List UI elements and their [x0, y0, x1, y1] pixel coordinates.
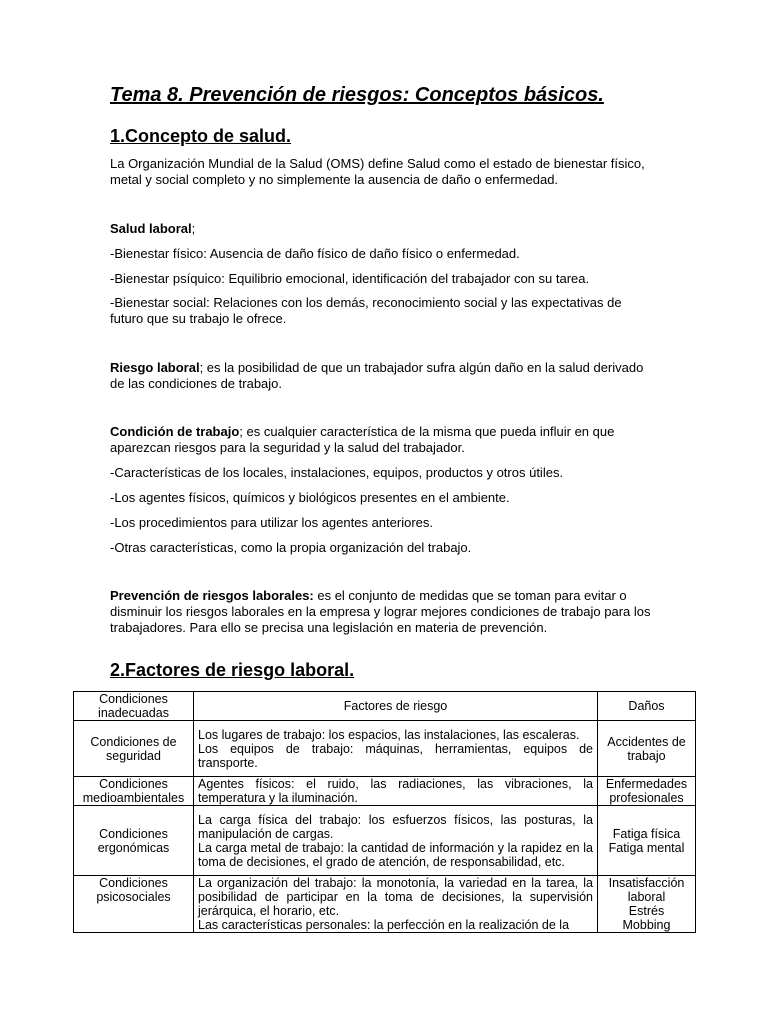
prevencion-rest: es el conjunto de medidas que se toman para evitar o disminuir los riesgos laborales en la empresa y lograr mejores condiciones de trabajo para los trabajadores. Para ello se precisa una legislación en materia de prevención. [110, 588, 651, 635]
table-row [74, 777, 696, 806]
danos-cell [598, 876, 696, 933]
dano-line: Enfermedades profesionales [605, 777, 688, 805]
salud-laboral-rest: ; [191, 221, 196, 236]
dano-line: Estrés [628, 904, 665, 918]
bullet-procedimientos: -Los procedimientos para utilizar los agentes anteriores. [110, 515, 434, 530]
factor-line: Las características personales: la perfección en la realización de la [198, 918, 570, 932]
riesgo-laboral-term: Riesgo laboral [110, 360, 200, 375]
condicion-cell: Condiciones de seguridad [74, 721, 194, 777]
oms-paragraph: La Organización Mundial de la Salud (OMS) define Salud como el estado de bienestar físico, metal y social completo y no simplemente la ausencia de daño o enfermedad. [110, 156, 645, 187]
factor-line: Los equipos de trabajo: máquinas, herramientas, equipos de transporte. [198, 741, 593, 770]
table-header-row [74, 692, 696, 721]
bullet-otras: -Otras características, como la propia organización del trabajo. [110, 540, 472, 555]
header-factores: Factores de riesgo [194, 692, 598, 721]
riesgo-laboral-paragraph [110, 360, 658, 392]
factor-line: La carga física del trabajo: los esfuerzos físicos, las posturas, la manipulación de cargas. [198, 812, 593, 841]
dano-line: Mobbing [622, 918, 671, 932]
bullet-agentes: -Los agentes físicos, químicos y biológicos presentes en el ambiente. [110, 490, 510, 505]
header-condiciones: Condiciones inadecuadas [74, 692, 194, 721]
risk-factors-table [73, 691, 696, 933]
condicion-trabajo-rest: ; es cualquier característica de la misma que pueda influir en que aparezcan riesgos para la seguridad y la salud del trabajador. [110, 424, 615, 455]
prevencion-term: Prevención de riesgos laborales: [110, 588, 314, 603]
factores-cell [194, 876, 598, 933]
danos-cell [598, 806, 696, 876]
dano-line: Fatiga física [612, 826, 681, 841]
condicion-cell: Condiciones ergonómicas [74, 806, 194, 876]
prevencion-paragraph [110, 588, 658, 636]
dano-line: Fatiga mental [608, 840, 685, 855]
condicion-trabajo-paragraph [110, 424, 658, 456]
page-title: Tema 8. Prevención de riesgos: Conceptos básicos. [110, 84, 604, 106]
factores-cell [194, 777, 598, 806]
factor-line: La carga metal de trabajo: la cantidad de información y la rapidez en la toma de decisiones, el grado de atención, de responsabilidad, etc. [198, 840, 593, 869]
bienestar-fisico-item: -Bienestar físico: Ausencia de daño físico de daño físico o enfermedad. [110, 246, 520, 261]
bienestar-social-item: -Bienestar social: Relaciones con los demás, reconocimiento social y las expectativas de futuro que su trabajo le ofrece. [110, 295, 622, 326]
header-danos: Daños [598, 692, 696, 721]
section-heading-factores-riesgo: 2.Factores de riesgo laboral. [110, 660, 355, 680]
condicion-trabajo-term: Condición de trabajo [110, 424, 240, 439]
section-heading-concepto-salud: 1.Concepto de salud. [110, 126, 292, 146]
bienestar-psiquico-item: -Bienestar psíquico: Equilibrio emocional, identificación del trabajador con su tarea. [110, 271, 590, 286]
table-row [74, 721, 696, 777]
table-row [74, 806, 696, 876]
salud-laboral-term: Salud laboral [110, 221, 192, 236]
factores-cell [194, 806, 598, 876]
riesgo-laboral-rest: ; es la posibilidad de que un trabajador sufra algún daño en la salud derivado de las condiciones de trabajo. [110, 360, 644, 391]
factor-line: La organización del trabajo: la monotonía, la variedad en la tarea, la posibilidad de participar en la toma de decisiones, la supervisión jerárquica, el horario, etc. [198, 876, 593, 918]
factor-line: Los lugares de trabajo: los espacios, las instalaciones, las escaleras. [198, 727, 580, 742]
dano-line: Accidentes de trabajo [607, 734, 686, 763]
condicion-cell: Condiciones psicosociales [74, 876, 194, 933]
factor-line: Agentes físicos: el ruido, las radiaciones, las vibraciones, la temperatura y la iluminación. [198, 777, 593, 805]
dano-line: Insatisfacción laboral [608, 876, 685, 904]
danos-cell [598, 721, 696, 777]
bullet-locales: -Características de los locales, instalaciones, equipos, productos y otros útiles. [110, 465, 564, 480]
table-row [74, 876, 696, 933]
salud-laboral-paragraph [110, 221, 658, 237]
factores-cell [194, 721, 598, 777]
danos-cell [598, 777, 696, 806]
condicion-cell: Condiciones medioambientales [74, 777, 194, 806]
